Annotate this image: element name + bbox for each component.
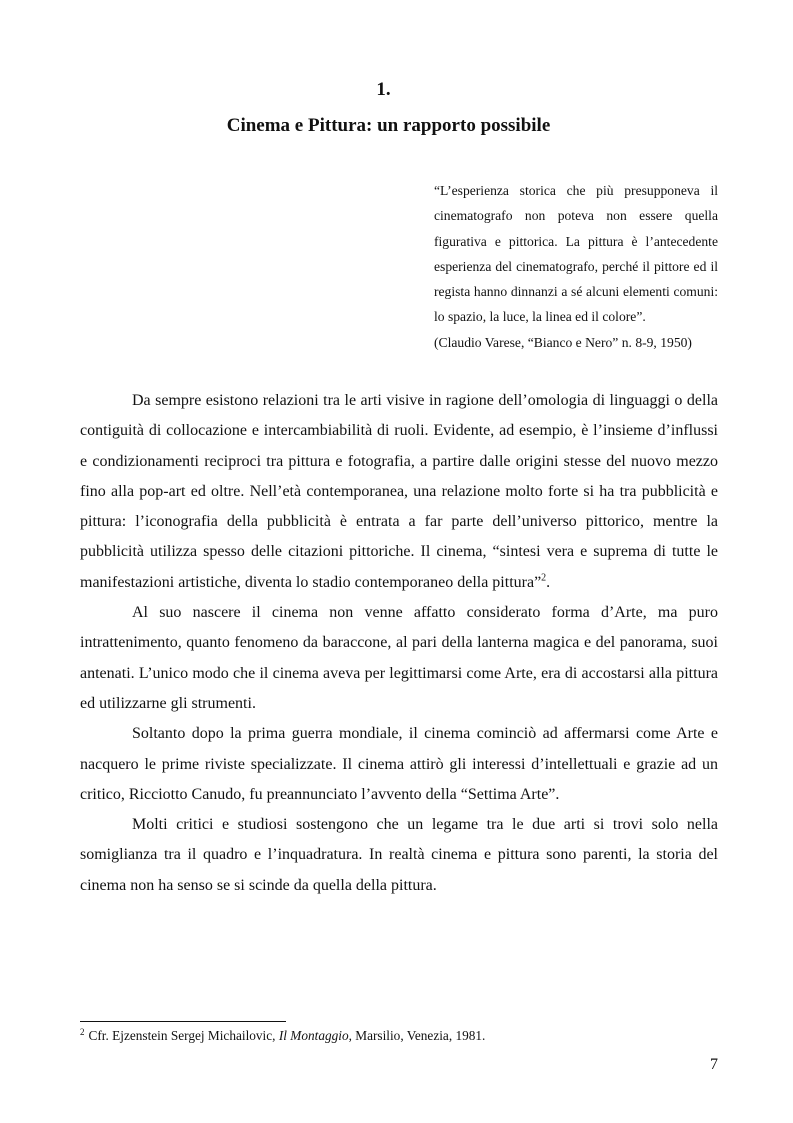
paragraph-1-end: . (546, 573, 551, 591)
footnote-number: 2 (80, 1026, 85, 1037)
chapter-title-text: Cinema e Pittura: un rapporto possibile (226, 115, 551, 136)
footnote-text-after: , Marsilio, Venezia, 1981. (348, 1028, 486, 1043)
paragraph: Soltanto dopo la prima guerra mondiale, il cinema cominciò ad affermarsi come Arte e nacquero le prime riviste specializzate. Il cinema attirò gli interessi d’intellettuali e grazie ad un critico, Ricciotto Canudo, fu preannunciato l’avvento della “Settima Arte”. (80, 725, 718, 803)
footnote-reference[interactable]: 2 (541, 572, 547, 584)
footnote-text-before: Cfr. Ejzenstein Sergej Michailovic, (88, 1028, 279, 1043)
epigraph (434, 178, 718, 355)
footnote-title: Il Montaggio (278, 1028, 349, 1043)
chapter-number (0, 78, 793, 102)
chapter-number-text: 1. (376, 79, 391, 100)
page-number: 7 (710, 1056, 718, 1073)
paragraph (80, 386, 718, 598)
footnote (80, 1026, 720, 1046)
paragraph: Molti critici e studiosi sostengono che un legame tra le due arti si trovi solo nella somiglianza tra il quadro e l’inquadratura. In realtà cinema e pittura sono parenti, la storia del cinema non ha senso se si scinde da quella della pittura. (80, 816, 718, 894)
body-text (80, 386, 718, 901)
paragraph-1-text: Da sempre esistono relazioni tra le arti visive in ragione dell’omologia di linguaggi o della contiguità di collocazione e intercambiabilità di ruoli. Evidente, ad esempio, è l’insieme d’influssi e condizionamenti reciproci tra pittura e fotografia, a partire dalle origini stesse del nuovo mezzo fino alla pop-art ed oltre. Nell’età contemporanea, una relazione molto forte si ha tra pubblicità e pittura: l’iconografia della pubblicità è entrata a far parte dell’universo pittorico, mentre la pubblicità utilizza spesso delle citazioni pittoriche. Il cinema, “sintesi vera e suprema di tutte le manifestazioni artistiche, diventa lo stadio contemporaneo della pittura” (80, 392, 718, 591)
chapter-title (0, 114, 793, 138)
epigraph-source: (Claudio Varese, “Bianco e Nero” n. 8-9, 1950) (434, 334, 692, 350)
paragraph: Al suo nascere il cinema non venne affatto considerato forma d’Arte, ma puro intrattenimento, quanto fenomeno da baraccone, al pari della lanterna magica e del panorama, suoi antenati. L’unico modo che il cinema aveva per legittimarsi come Arte, era di accostarsi alla pittura ed utilizzarne gli strumenti. (80, 604, 718, 712)
footnote-separator (80, 1021, 286, 1022)
epigraph-quote: “L’esperienza storica che più presupponeva il cinematografo non poteva non essere quella figurativa e pittorica. La pittura è l’antecedente esperienza del cinematografo, perché il pittore ed il regista hanno dinnanzi a sé alcuni elementi comuni: lo spazio, la luce, la linea ed il colore”. (434, 183, 718, 325)
